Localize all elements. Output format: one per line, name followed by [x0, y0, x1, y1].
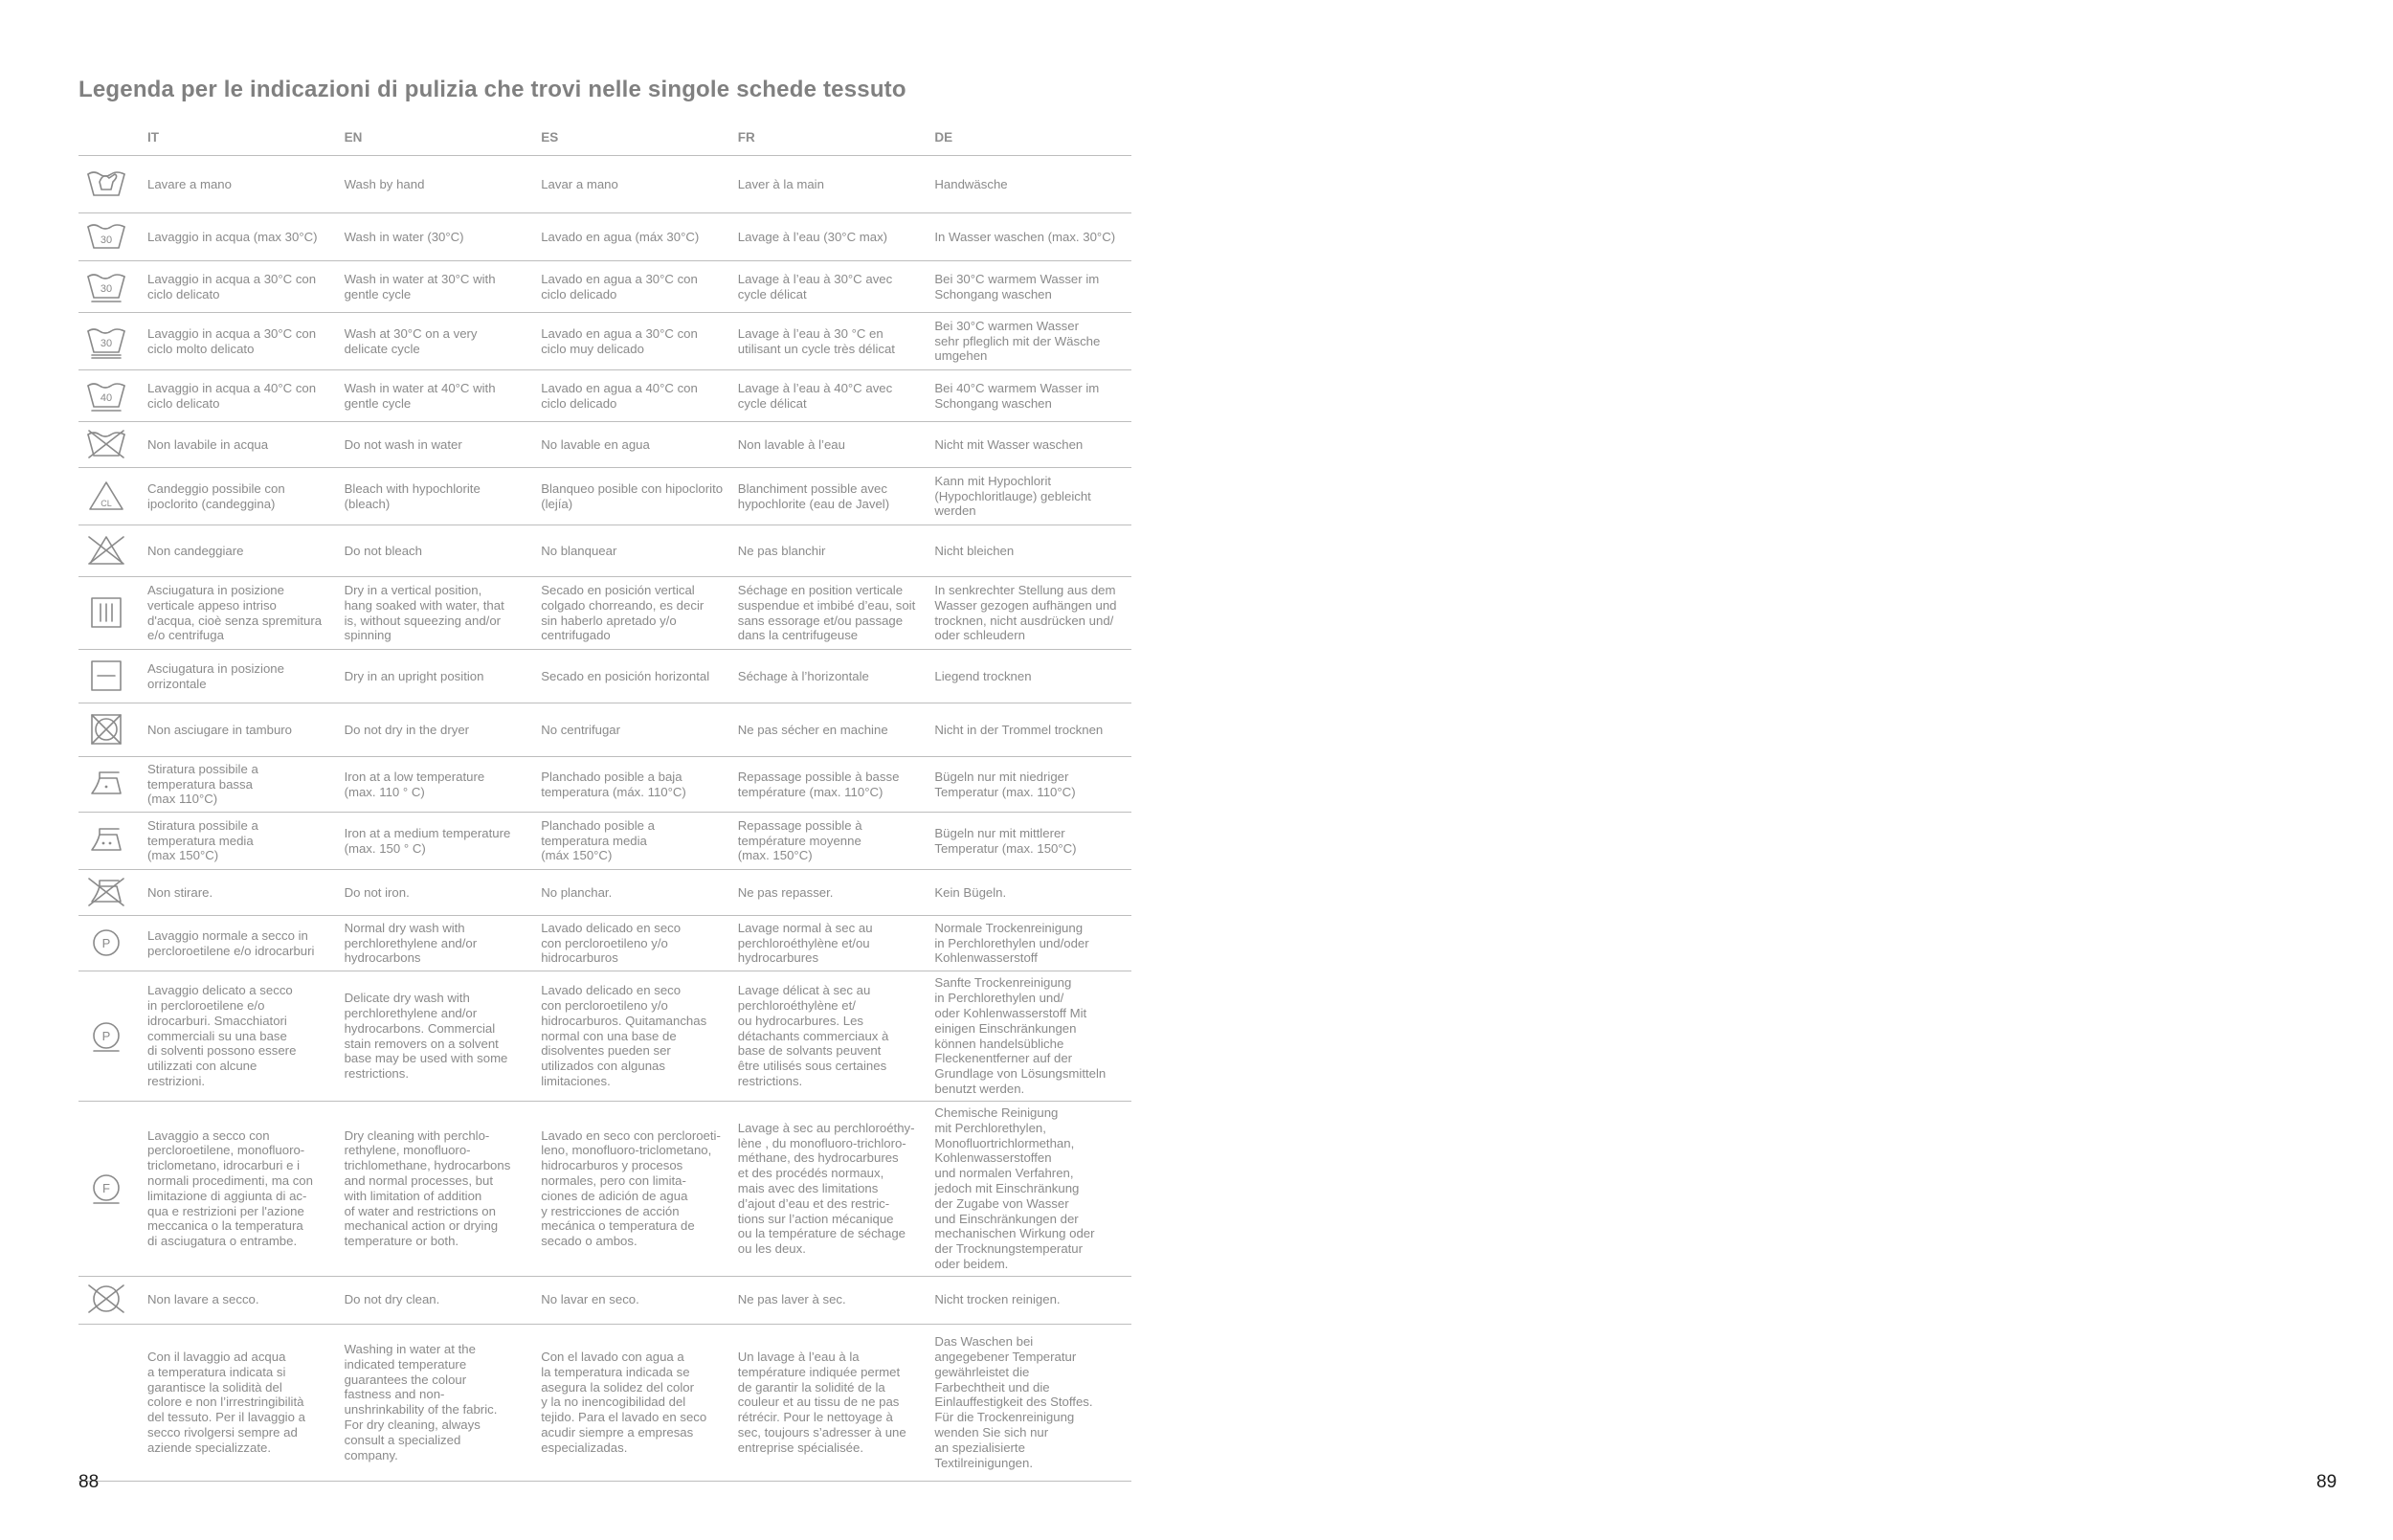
- cell-es: Lavado delicado en seco con percloroetileno y/o hidrocarburos. Quitamanchas normal con una base de disolventes pueden ser utilizados con algunas limitaciones.: [541, 971, 738, 1102]
- cell-de: In senkrechter Stellung aus dem Wasser gezogen aufhängen und trocknen, nicht ausdrücken und/ oder schleudern: [934, 577, 1131, 650]
- hand-wash-icon: [86, 167, 147, 203]
- care-symbol-cell: [78, 213, 147, 261]
- cell-de: Das Waschen bei angegebener Temperatur gewährleistet die Farbechtheit und die Einlauffestigkeit des Stoffes. Für die Trockenreinigung wenden Sie sich nur an spezialisierte Textilreinigungen.: [934, 1324, 1131, 1481]
- cell-fr: Lavage à l’eau à 30°C avec cycle délicat: [738, 261, 935, 313]
- cell-en: Normal dry wash with perchlorethylene and/or hydrocarbons: [345, 916, 542, 971]
- svg-text:30: 30: [100, 282, 113, 295]
- care-symbol-cell: [78, 650, 147, 703]
- svg-text:CL: CL: [101, 498, 112, 508]
- cell-it: Non candeggiare: [147, 525, 345, 577]
- drip-dry-icon: [86, 595, 147, 632]
- table-row: [78, 1276, 1131, 1324]
- table-row: [78, 703, 1131, 757]
- cell-it: Lavaggio in acqua a 30°C con ciclo molto delicato: [147, 313, 345, 370]
- iron-low-icon: [86, 767, 147, 803]
- care-symbol-cell: [78, 468, 147, 525]
- table-row: [78, 468, 1131, 525]
- cell-es: Lavado en agua a 30°C con ciclo muy delicado: [541, 313, 738, 370]
- cell-fr: Blanchiment possible avec hypochlorite (eau de Javel): [738, 468, 935, 525]
- cell-de: Bei 30°C warmen Wasser sehr pfleglich mit der Wäsche umgehen: [934, 313, 1131, 370]
- cell-es: Lavado delicado en seco con percloroetileno y/o hidrocarburos: [541, 916, 738, 971]
- cell-en: Wash in water at 30°C with gentle cycle: [345, 261, 542, 313]
- cell-it: Lavaggio in acqua a 30°C con ciclo delicato: [147, 261, 345, 313]
- cell-es: Lavado en seco con percloroeti- leno, monofluoro-triclometano, hidrocarburos y procesos normales, pero con limita- ciones de adición de agua y restricciones de acción mecánica o temperatura de secado o ambos.: [541, 1102, 738, 1277]
- cell-es: Lavar a mano: [541, 156, 738, 213]
- cell-fr: Un lavage à l’eau à la température indiquée permet de garantir la solidité de la couleur et au tissu de ne pas rétrécir. Pour le nettoyage à sec, toujours s’adresser à une entreprise spécialisée.: [738, 1324, 935, 1481]
- care-symbol-cell: [78, 1102, 147, 1277]
- svg-text:30: 30: [100, 234, 113, 246]
- cell-es: Lavado en agua (máx 30°C): [541, 213, 738, 261]
- wash-30-icon: [86, 219, 147, 256]
- wash-40-gentle-icon: [86, 378, 147, 414]
- svg-text:P: P: [101, 1028, 111, 1043]
- cell-en: Do not bleach: [345, 525, 542, 577]
- care-symbol-cell: [78, 1276, 147, 1324]
- care-symbol-cell: [78, 370, 147, 422]
- care-symbol-cell: [78, 813, 147, 870]
- column-header-it: IT: [147, 121, 345, 156]
- care-symbol-cell: [78, 870, 147, 916]
- care-symbol-cell: [78, 577, 147, 650]
- cell-fr: Ne pas blanchir: [738, 525, 935, 577]
- table-row: [78, 813, 1131, 870]
- cell-es: Lavado en agua a 30°C con ciclo delicado: [541, 261, 738, 313]
- cell-it: Asciugatura in posizione orrizontale: [147, 650, 345, 703]
- table-row: [78, 156, 1131, 213]
- column-header-en: EN: [345, 121, 542, 156]
- cell-de: Liegend trocknen: [934, 650, 1131, 703]
- cell-es: Secado en posición vertical colgado chorreando, es decir sin haberlo apretado y/o centrifugado: [541, 577, 738, 650]
- cell-it: Lavaggio in acqua (max 30°C): [147, 213, 345, 261]
- cell-de: Chemische Reinigung mit Perchlorethylen, Monofluortrichlormethan, Kohlenwasserstoffen und normalen Verfahren, jedoch mit Einschränkung der Zugabe von Wasser und Einschränkungen der mechanischen Wirkung oder der Trocknungstemperatur oder beidem.: [934, 1102, 1131, 1277]
- svg-text:40: 40: [100, 391, 113, 404]
- bleach-cl-icon: [86, 479, 147, 515]
- cell-de: Bügeln nur mit mittlerer Temperatur (max. 150°C): [934, 813, 1131, 870]
- cell-fr: Repassage possible à basse température (max. 110°C): [738, 757, 935, 813]
- table-row: [78, 916, 1131, 971]
- cell-en: Do not dry in the dryer: [345, 703, 542, 757]
- cell-fr: Ne pas laver à sec.: [738, 1276, 935, 1324]
- column-header-es: ES: [541, 121, 738, 156]
- table-row: [78, 313, 1131, 370]
- table-row: [78, 870, 1131, 916]
- cell-fr: Séchage à l’horizontale: [738, 650, 935, 703]
- cell-es: No blanquear: [541, 525, 738, 577]
- cell-es: Blanqueo posible con hipoclorito (lejía): [541, 468, 738, 525]
- cell-en: Dry in a vertical position, hang soaked with water, that is, without squeezing and/or spinning: [345, 577, 542, 650]
- care-symbol-cell: [78, 971, 147, 1102]
- cell-es: No lavable en agua: [541, 422, 738, 468]
- wash-30-very-gentle-icon: [86, 324, 147, 360]
- cell-en: Wash in water at 40°C with gentle cycle: [345, 370, 542, 422]
- cell-en: Iron at a low temperature (max. 110 ° C): [345, 757, 542, 813]
- column-header-de: DE: [934, 121, 1131, 156]
- cell-de: Handwäsche: [934, 156, 1131, 213]
- cell-it: Lavare a mano: [147, 156, 345, 213]
- cell-en: Dry cleaning with perchlo- rethylene, monofluoro- trichlomethane, hydrocarbons and normal processes, but with limitation of addition of water and restrictions on mechanical action or drying temperature or both.: [345, 1102, 542, 1277]
- cell-it: Stiratura possibile a temperatura media (max 150°C): [147, 813, 345, 870]
- do-not-bleach-icon: [86, 533, 147, 569]
- cell-es: Planchado posible a baja temperatura (máx. 110°C): [541, 757, 738, 813]
- cell-it: Non stirare.: [147, 870, 345, 916]
- cell-de: Bügeln nur mit niedriger Temperatur (max. 110°C): [934, 757, 1131, 813]
- cell-it: Non lavare a secco.: [147, 1276, 345, 1324]
- cell-de: Nicht trocken reinigen.: [934, 1276, 1131, 1324]
- dry-flat-icon: [86, 658, 147, 695]
- cell-en: Do not wash in water: [345, 422, 542, 468]
- iron-medium-icon: [86, 823, 147, 859]
- svg-text:30: 30: [100, 337, 113, 349]
- dry-clean-f-icon: [86, 1171, 147, 1207]
- cell-fr: Lavage normal à sec au perchloroéthylène et/ou hydrocarbures: [738, 916, 935, 971]
- cell-es: Lavado en agua a 40°C con ciclo delicado: [541, 370, 738, 422]
- cell-de: Nicht mit Wasser waschen: [934, 422, 1131, 468]
- wash-30-gentle-icon: [86, 269, 147, 305]
- do-not-tumble-dry-icon: [86, 712, 147, 748]
- care-symbol-cell: [78, 313, 147, 370]
- cell-es: Planchado posible a temperatura media (máx 150°C): [541, 813, 738, 870]
- cell-en: Wash by hand: [345, 156, 542, 213]
- care-symbol-cell: [78, 156, 147, 213]
- cell-it: Candeggio possibile con ipoclorito (candeggina): [147, 468, 345, 525]
- care-symbol-cell: [78, 703, 147, 757]
- cell-de: Bei 30°C warmem Wasser im Schongang waschen: [934, 261, 1131, 313]
- cell-fr: Repassage possible à température moyenne (max. 150°C): [738, 813, 935, 870]
- cell-it: Con il lavaggio ad acqua a temperatura indicata si garantisce la solidità del colore e non l’irrestringibilità del tessuto. Per il lavaggio a secco rivolgersi sempre ad aziende specializzate.: [147, 1324, 345, 1481]
- care-symbol-cell: [78, 525, 147, 577]
- cell-en: Dry in an upright position: [345, 650, 542, 703]
- cell-en: Delicate dry wash with perchlorethylene and/or hydrocarbons. Commercial stain removers on a solvent base may be used with some restrictions.: [345, 971, 542, 1102]
- cell-es: Con el lavado con agua a la temperatura indicada se asegura la solidez del color y la no inencogibilidad del tejido. Para el lavado en seco acudir siempre a empresas especializadas.: [541, 1324, 738, 1481]
- table-row: [78, 971, 1131, 1102]
- do-not-iron-icon: [86, 875, 147, 911]
- page-number-left: 88: [78, 1472, 100, 1492]
- cell-en: Do not dry clean.: [345, 1276, 542, 1324]
- header-icon-column: [78, 121, 147, 156]
- table-row: [78, 213, 1131, 261]
- cell-it: Lavaggio a secco con percloroetilene, monofluoro- triclometano, idrocarburi e i normali procedimenti, ma con limitazione di aggiunta di ac- qua e restrizioni per l'azione meccanica o la temperatura di asciugatura o entrambe.: [147, 1102, 345, 1277]
- page-title: Legenda per le indicazioni di pulizia che trovi nelle singole schede tessuto: [78, 77, 906, 102]
- table-row: [78, 650, 1131, 703]
- cell-es: No planchar.: [541, 870, 738, 916]
- care-symbol-cell: [78, 916, 147, 971]
- cell-de: Sanfte Trockenreinigung in Perchlorethylen und/ oder Kohlenwasserstoff Mit einigen Einschränkungen können handelsübliche Fleckenentferner auf der Grundlage von Lösungsmitteln benutzt werden.: [934, 971, 1131, 1102]
- svg-text:F: F: [102, 1180, 110, 1195]
- cell-en: Wash in water (30°C): [345, 213, 542, 261]
- table-row: [78, 1102, 1131, 1277]
- cell-es: No lavar en seco.: [541, 1276, 738, 1324]
- cell-es: No centrifugar: [541, 703, 738, 757]
- cell-en: Do not iron.: [345, 870, 542, 916]
- header-row: [78, 121, 1131, 156]
- cell-de: Bei 40°C warmem Wasser im Schongang waschen: [934, 370, 1131, 422]
- cell-it: Lavaggio normale a secco in percloroetilene e/o idrocarburi: [147, 916, 345, 971]
- cell-fr: Ne pas sécher en machine: [738, 703, 935, 757]
- cell-fr: Lavage délicat à sec au perchloroéthylène et/ ou hydrocarbures. Les détachants commerciaux à base de solvants peuvent être utilisés sous certaines restrictions.: [738, 971, 935, 1102]
- cell-de: In Wasser waschen (max. 30°C): [934, 213, 1131, 261]
- page-number-right: 89: [2316, 1472, 2337, 1492]
- table-row: [78, 261, 1131, 313]
- dry-clean-p-icon: [86, 926, 147, 962]
- cell-it: Lavaggio delicato a secco in percloroetilene e/o idrocarburi. Smacchiatori commerciali su una base di solventi possono essere utilizzati con alcune restrizioni.: [147, 971, 345, 1102]
- cell-en: Bleach with hypochlorite (bleach): [345, 468, 542, 525]
- cell-de: Nicht in der Trommel trocknen: [934, 703, 1131, 757]
- table-row: [78, 422, 1131, 468]
- care-symbol-cell: [78, 422, 147, 468]
- table-row: [78, 1324, 1131, 1481]
- svg-text:P: P: [101, 935, 111, 950]
- cell-it: Asciugatura in posizione verticale appeso intriso d'acqua, cioè senza spremitura e/o centrifuga: [147, 577, 345, 650]
- cell-en: Washing in water at the indicated temperature guarantees the colour fastness and non- unshrinkability of the fabric. For dry cleaning, always consult a specialized company.: [345, 1324, 542, 1481]
- cell-it: Non lavabile in acqua: [147, 422, 345, 468]
- do-not-dry-clean-icon: [86, 1282, 147, 1318]
- cell-en: Iron at a medium temperature (max. 150 ° C): [345, 813, 542, 870]
- cell-it: Non asciugare in tamburo: [147, 703, 345, 757]
- cell-fr: Lavage à l’eau (30°C max): [738, 213, 935, 261]
- do-not-wash-icon: [86, 427, 147, 463]
- table-row: [78, 757, 1131, 813]
- care-legend-table: [78, 121, 1131, 1482]
- cell-fr: Lavage à l’eau à 30 °C en utilisant un cycle très délicat: [738, 313, 935, 370]
- table-row: [78, 577, 1131, 650]
- column-header-fr: FR: [738, 121, 935, 156]
- cell-fr: Séchage en position verticale suspendue et imbibé d’eau, soit sans essorage et/ou passage dans la centrifugeuse: [738, 577, 935, 650]
- cell-fr: Non lavable à l’eau: [738, 422, 935, 468]
- table-row: [78, 370, 1131, 422]
- cell-de: Kann mit Hypochlorit (Hypochloritlauge) gebleicht werden: [934, 468, 1131, 525]
- table-row: [78, 525, 1131, 577]
- cell-de: Kein Bügeln.: [934, 870, 1131, 916]
- cell-it: Lavaggio in acqua a 40°C con ciclo delicato: [147, 370, 345, 422]
- cell-de: Nicht bleichen: [934, 525, 1131, 577]
- cell-fr: Laver à la main: [738, 156, 935, 213]
- cell-de: Normale Trockenreinigung in Perchlorethylen und/oder Kohlenwasserstoff: [934, 916, 1131, 971]
- cell-en: Wash at 30°C on a very delicate cycle: [345, 313, 542, 370]
- care-symbol-cell: [78, 1324, 147, 1481]
- care-symbol-cell: [78, 261, 147, 313]
- care-symbol-cell: [78, 757, 147, 813]
- dry-clean-p-gentle-icon: [86, 1018, 147, 1055]
- cell-fr: Lavage à sec au perchloroéthy- lène , du monofluoro-trichloro- méthane, des hydrocarbures et des procédés normaux, mais avec des limitations d’ajout d’eau et des restric- tions sur l’action mécanique ou la température de séchage ou les deux.: [738, 1102, 935, 1277]
- cell-fr: Ne pas repasser.: [738, 870, 935, 916]
- cell-es: Secado en posición horizontal: [541, 650, 738, 703]
- cell-fr: Lavage à l’eau à 40°C avec cycle délicat: [738, 370, 935, 422]
- cell-it: Stiratura possibile a temperatura bassa (max 110°C): [147, 757, 345, 813]
